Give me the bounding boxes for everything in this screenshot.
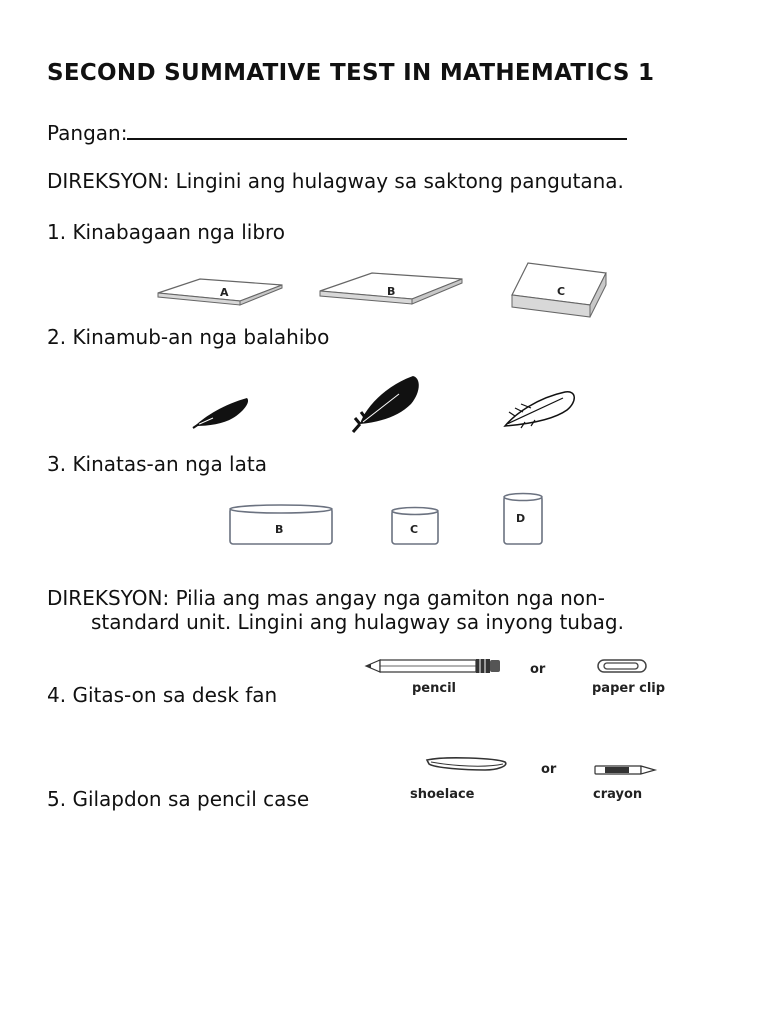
question-4: 4. Gitas-on sa desk fan	[47, 683, 278, 707]
question-2: 2. Kinamub-an nga balahibo	[47, 325, 330, 349]
pencil-option[interactable]	[366, 659, 500, 696]
cans-figure	[220, 490, 560, 552]
question-3: 3. Kinatas-an nga lata	[47, 452, 267, 476]
crayon-option[interactable]	[593, 766, 655, 802]
name-line	[47, 118, 627, 145]
paper-clip-option[interactable]	[592, 660, 665, 696]
feather-small[interactable]	[193, 398, 248, 428]
direction-2-line-2: standard unit. Lingini ang hulagway sa inyong tubag.	[91, 610, 624, 634]
q4-options	[360, 652, 690, 700]
can-c-label: C	[410, 523, 419, 536]
can-d-label: D	[516, 512, 526, 525]
direction-2	[47, 586, 624, 634]
paper-clip-label: paper clip	[592, 681, 666, 696]
direction-1: DIREKSYON: Lingini ang hulagway sa saktong pangutana.	[47, 169, 624, 193]
book-a[interactable]	[158, 279, 282, 305]
can-d[interactable]	[504, 494, 542, 545]
book-b[interactable]	[320, 273, 462, 304]
books-figure	[150, 255, 620, 325]
book-b-label: B	[387, 285, 396, 298]
book-c-label: C	[557, 285, 566, 298]
can-b-label: B	[275, 523, 284, 536]
feather-outline[interactable]	[505, 392, 574, 428]
question-5: 5. Gilapdon sa pencil case	[47, 787, 310, 811]
pencil-label: pencil	[412, 681, 456, 696]
name-label: Pangan:	[47, 121, 128, 145]
direction-2-line-1: DIREKSYON: Pilia ang mas angay nga gamiton nga non-	[47, 586, 605, 610]
name-blank[interactable]	[127, 118, 627, 140]
or-label-5: or	[541, 762, 557, 777]
can-b[interactable]	[230, 505, 332, 544]
or-label-4: or	[530, 662, 546, 677]
feathers-figure	[185, 368, 595, 438]
shoelace-option[interactable]	[410, 758, 506, 802]
page-title: SECOND SUMMATIVE TEST IN MATHEMATICS 1	[47, 60, 655, 86]
crayon-label: crayon	[593, 787, 643, 802]
feather-large[interactable]	[353, 376, 419, 432]
book-c[interactable]	[512, 263, 606, 317]
book-a-label: A	[220, 286, 229, 299]
shoelace-label: shoelace	[410, 787, 475, 802]
q5-options	[405, 752, 690, 802]
question-1: 1. Kinabagaan nga libro	[47, 220, 286, 244]
can-c[interactable]	[392, 508, 438, 545]
